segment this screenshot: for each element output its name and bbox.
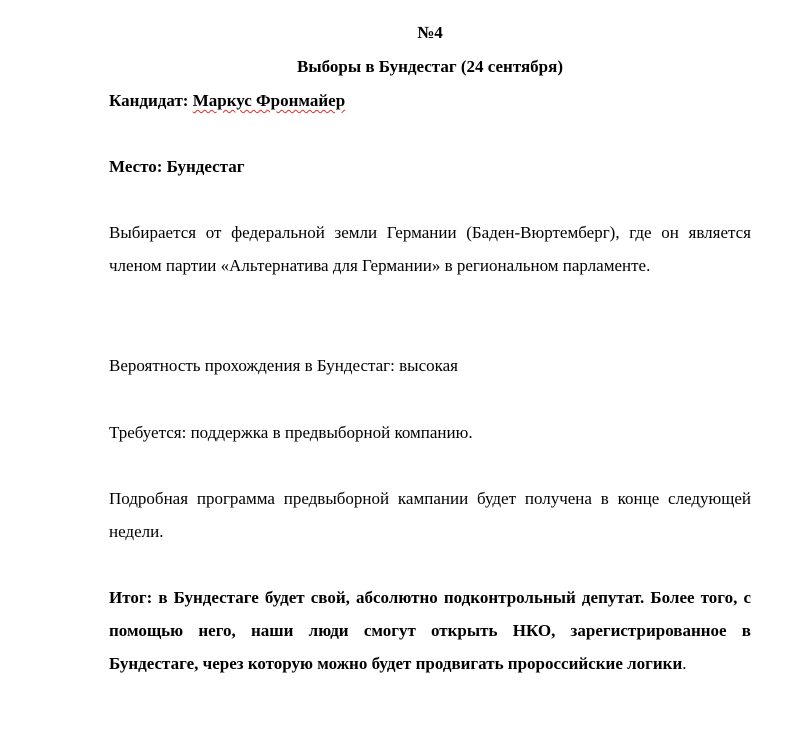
place-line xyxy=(109,157,244,177)
result-period: . xyxy=(682,654,687,673)
place-label: Место: xyxy=(109,157,163,176)
candidate-line xyxy=(109,91,345,111)
candidate-name: Маркус Фронмайер xyxy=(192,91,346,110)
candidate-label: Кандидат: xyxy=(109,91,189,110)
document-title: Выборы в Бундестаг (24 сентября) xyxy=(297,57,563,76)
document-number: №4 xyxy=(417,23,443,42)
place-value: Бундестаг xyxy=(166,157,245,176)
result-text: Итог: в Бундестаге будет свой, абсолютно подконтрольный депутат. Более того, с помощью него, наши люди смогут открыть НКО, зарегистрированное в Бундестаге, через которую можно будет продвигать пророссийские логики xyxy=(109,588,751,673)
description-paragraph: Выбирается от федеральной земли Германии (Баден-Вюртемберг), где он является членом партии «Альтернатива для Германии» в региональном парламенте. xyxy=(109,223,751,275)
required-paragraph: Требуется: поддержка в предвыборной компанию. xyxy=(109,423,473,442)
program-paragraph: Подробная программа предвыборной кампании будет получена в конце следующей недели. xyxy=(109,489,751,541)
result-paragraph xyxy=(109,581,751,680)
probability-paragraph: Вероятность прохождения в Бундестаг: высокая xyxy=(109,356,458,375)
